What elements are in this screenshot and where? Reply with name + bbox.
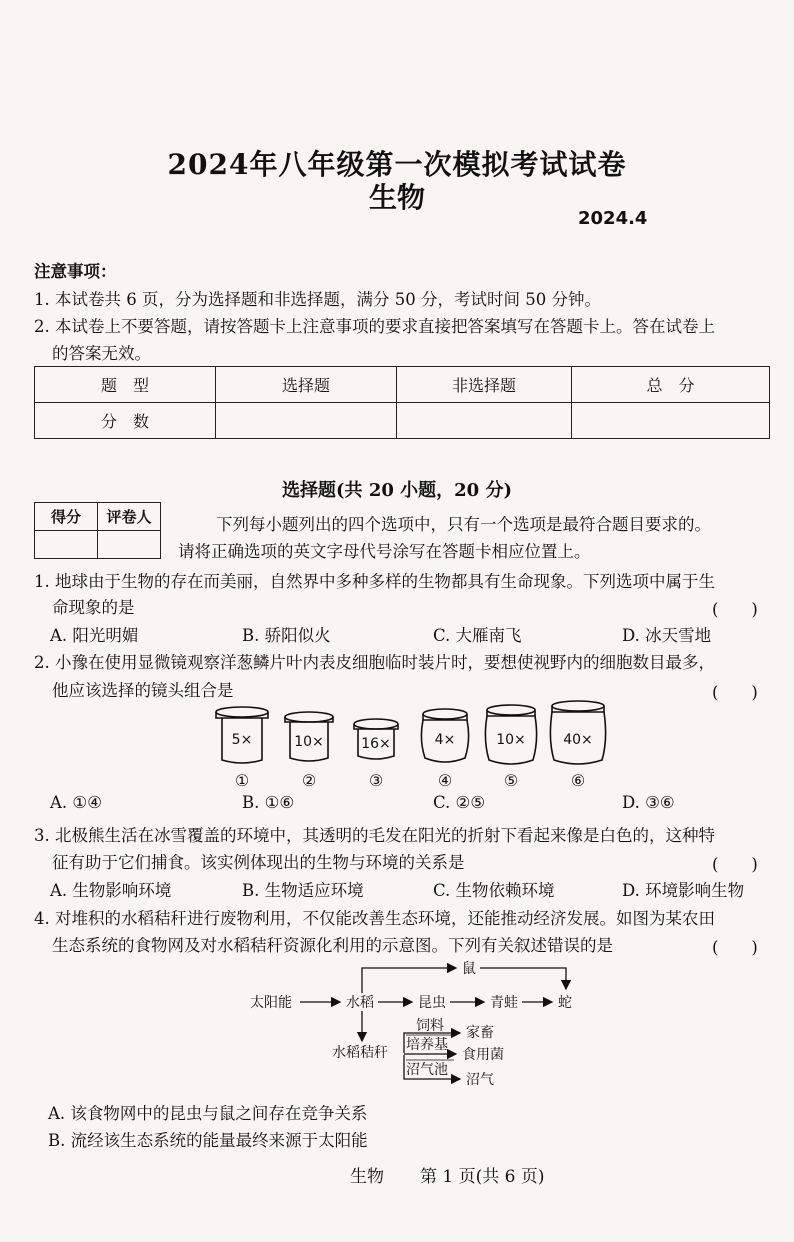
grader-reviewer-cell[interactable]	[98, 531, 161, 559]
notes-item-2-line1: 2. 本试卷上不要答题，请按答题卡上注意事项的要求直接把答案填写在答题卡上。答在试卷上	[34, 317, 715, 336]
lens-4-num: ④	[437, 771, 453, 790]
lens-5-mag: 10×	[496, 732, 526, 748]
node-livestock: 家畜	[466, 1025, 494, 1041]
section-instruction-line1: 下列每小题列出的四个选项中，只有一个选项是最符合题目要求的。	[216, 515, 711, 534]
node-snake: 蛇	[558, 995, 572, 1011]
notes-item-2-line2: 的答案无效。	[52, 344, 151, 363]
q1-answer-paren: ( )	[712, 600, 758, 619]
score-table	[34, 366, 770, 439]
q1-stem-line2: 命现象的是	[52, 598, 135, 617]
q4-answer-paren: ( )	[712, 938, 758, 957]
q2-stem-line1: 2. 小豫在使用显微镜观察洋葱鳞片叶内表皮细胞临时装片时，要想使视野内的细胞数目最多，	[34, 653, 715, 672]
lens-5-num: ⑤	[503, 771, 519, 790]
q3-option-c: C. 生物依赖环境	[433, 881, 555, 900]
q4-option-a: A. 该食物网中的昆虫与鼠之间存在竞争关系	[48, 1104, 368, 1123]
q3-stem-line2: 征有助于它们捕食。该实例体现出的生物与环境的关系是	[52, 853, 465, 872]
notes-heading: 注意事项：	[34, 262, 117, 281]
score-header-choice: 选择题	[216, 367, 397, 403]
q2-option-d: D. ③⑥	[622, 793, 675, 812]
lens-1-mag: 5×	[231, 732, 253, 748]
label-feed: 饲料	[416, 1018, 444, 1034]
q2-option-a: A. ①④	[50, 793, 102, 812]
lens-1-num: ①	[234, 771, 250, 790]
q1-option-d: D. 冰天雪地	[622, 626, 712, 645]
q3-option-d: D. 环境影响生物	[622, 881, 745, 900]
q3-option-a: A. 生物影响环境	[50, 881, 172, 900]
q4-stem-line1: 4. 对堆积的水稻秸秆进行废物利用，不仅能改善生态环境，还能推动经济发展。如图为某农田	[34, 909, 715, 928]
notes-item-1: 1. 本试卷共 6 页，分为选择题和非选择题，满分 50 分，考试时间 50 分钟。	[34, 290, 601, 309]
q2-answer-paren: ( )	[712, 683, 758, 702]
lens-3-num: ③	[368, 771, 384, 790]
section-title: 选择题(共 20 小题，20 分)	[282, 480, 512, 501]
node-fungus: 食用菌	[462, 1047, 504, 1063]
q3-answer-paren: ( )	[712, 855, 758, 874]
node-sun: 太阳能	[250, 995, 292, 1011]
footer-page-number: 第 1 页(共 6 页)	[420, 1167, 545, 1187]
lens-diagram	[200, 700, 620, 790]
q4-stem-line2: 生态系统的食物网及对水稻秸秆资源化利用的示意图。下列有关叙述错误的是	[52, 936, 613, 955]
exam-date: 2024.4	[578, 208, 648, 229]
q1-option-b: B. 骄阳似火	[242, 626, 331, 645]
exam-subject: 生物	[368, 181, 425, 214]
grader-score-label: 得分	[35, 503, 98, 531]
score-cell-total[interactable]	[572, 403, 770, 439]
q4-option-b: B. 流经该生态系统的能量最终来源于太阳能	[48, 1131, 368, 1150]
node-mouse: 鼠	[462, 961, 476, 977]
grader-table	[34, 502, 161, 559]
lens-3-mag: 16×	[361, 736, 391, 752]
q1-stem-line1: 1. 地球由于生物的存在而美丽，自然界中多种多样的生物都具有生命现象。下列选项中属于生	[34, 572, 715, 591]
grader-score-cell[interactable]	[35, 531, 98, 559]
score-row-label: 分 数	[35, 403, 216, 439]
grader-reviewer-label: 评卷人	[98, 503, 161, 531]
q1-option-c: C. 大雁南飞	[433, 626, 522, 645]
label-substrate: 培养基	[406, 1037, 448, 1053]
score-header-total: 总 分	[572, 367, 770, 403]
q3-option-b: B. 生物适应环境	[242, 881, 364, 900]
q3-stem-line1: 3. 北极熊生活在冰雪覆盖的环境中，其透明的毛发在阳光的折射下看起来像是白色的，这种特	[34, 826, 715, 845]
exam-title: 2024年八年级第一次模拟考试试卷	[167, 148, 627, 181]
node-rice: 水稻	[346, 995, 374, 1011]
footer-subject: 生物	[350, 1167, 384, 1187]
q2-stem-line2: 他应该选择的镜头组合是	[52, 681, 234, 700]
score-cell-nonchoice[interactable]	[397, 403, 572, 439]
lens-4-mag: 4×	[434, 732, 456, 748]
q2-option-b: B. ①⑥	[242, 793, 295, 812]
lens-6-num: ⑥	[570, 771, 586, 790]
label-biogas-pool: 沼气池	[406, 1062, 448, 1078]
node-straw: 水稻秸秆	[332, 1045, 388, 1061]
score-header-type: 题 型	[35, 367, 216, 403]
lens-2-mag: 10×	[294, 734, 324, 750]
q2-option-c: C. ②⑤	[433, 793, 486, 812]
node-insect: 昆虫	[418, 995, 446, 1011]
node-biogas: 沼气	[466, 1072, 494, 1088]
score-header-nonchoice: 非选择题	[397, 367, 572, 403]
lens-6-mag: 40×	[563, 732, 593, 748]
section-instruction-line2: 请将正确选项的英文字母代号涂写在答题卡相应位置上。	[178, 542, 591, 561]
node-frog: 青蛙	[490, 995, 518, 1011]
food-web-diagram	[240, 955, 600, 1095]
q1-option-a: A. 阳光明媚	[50, 626, 139, 645]
lens-2-num: ②	[301, 771, 317, 790]
score-cell-choice[interactable]	[216, 403, 397, 439]
